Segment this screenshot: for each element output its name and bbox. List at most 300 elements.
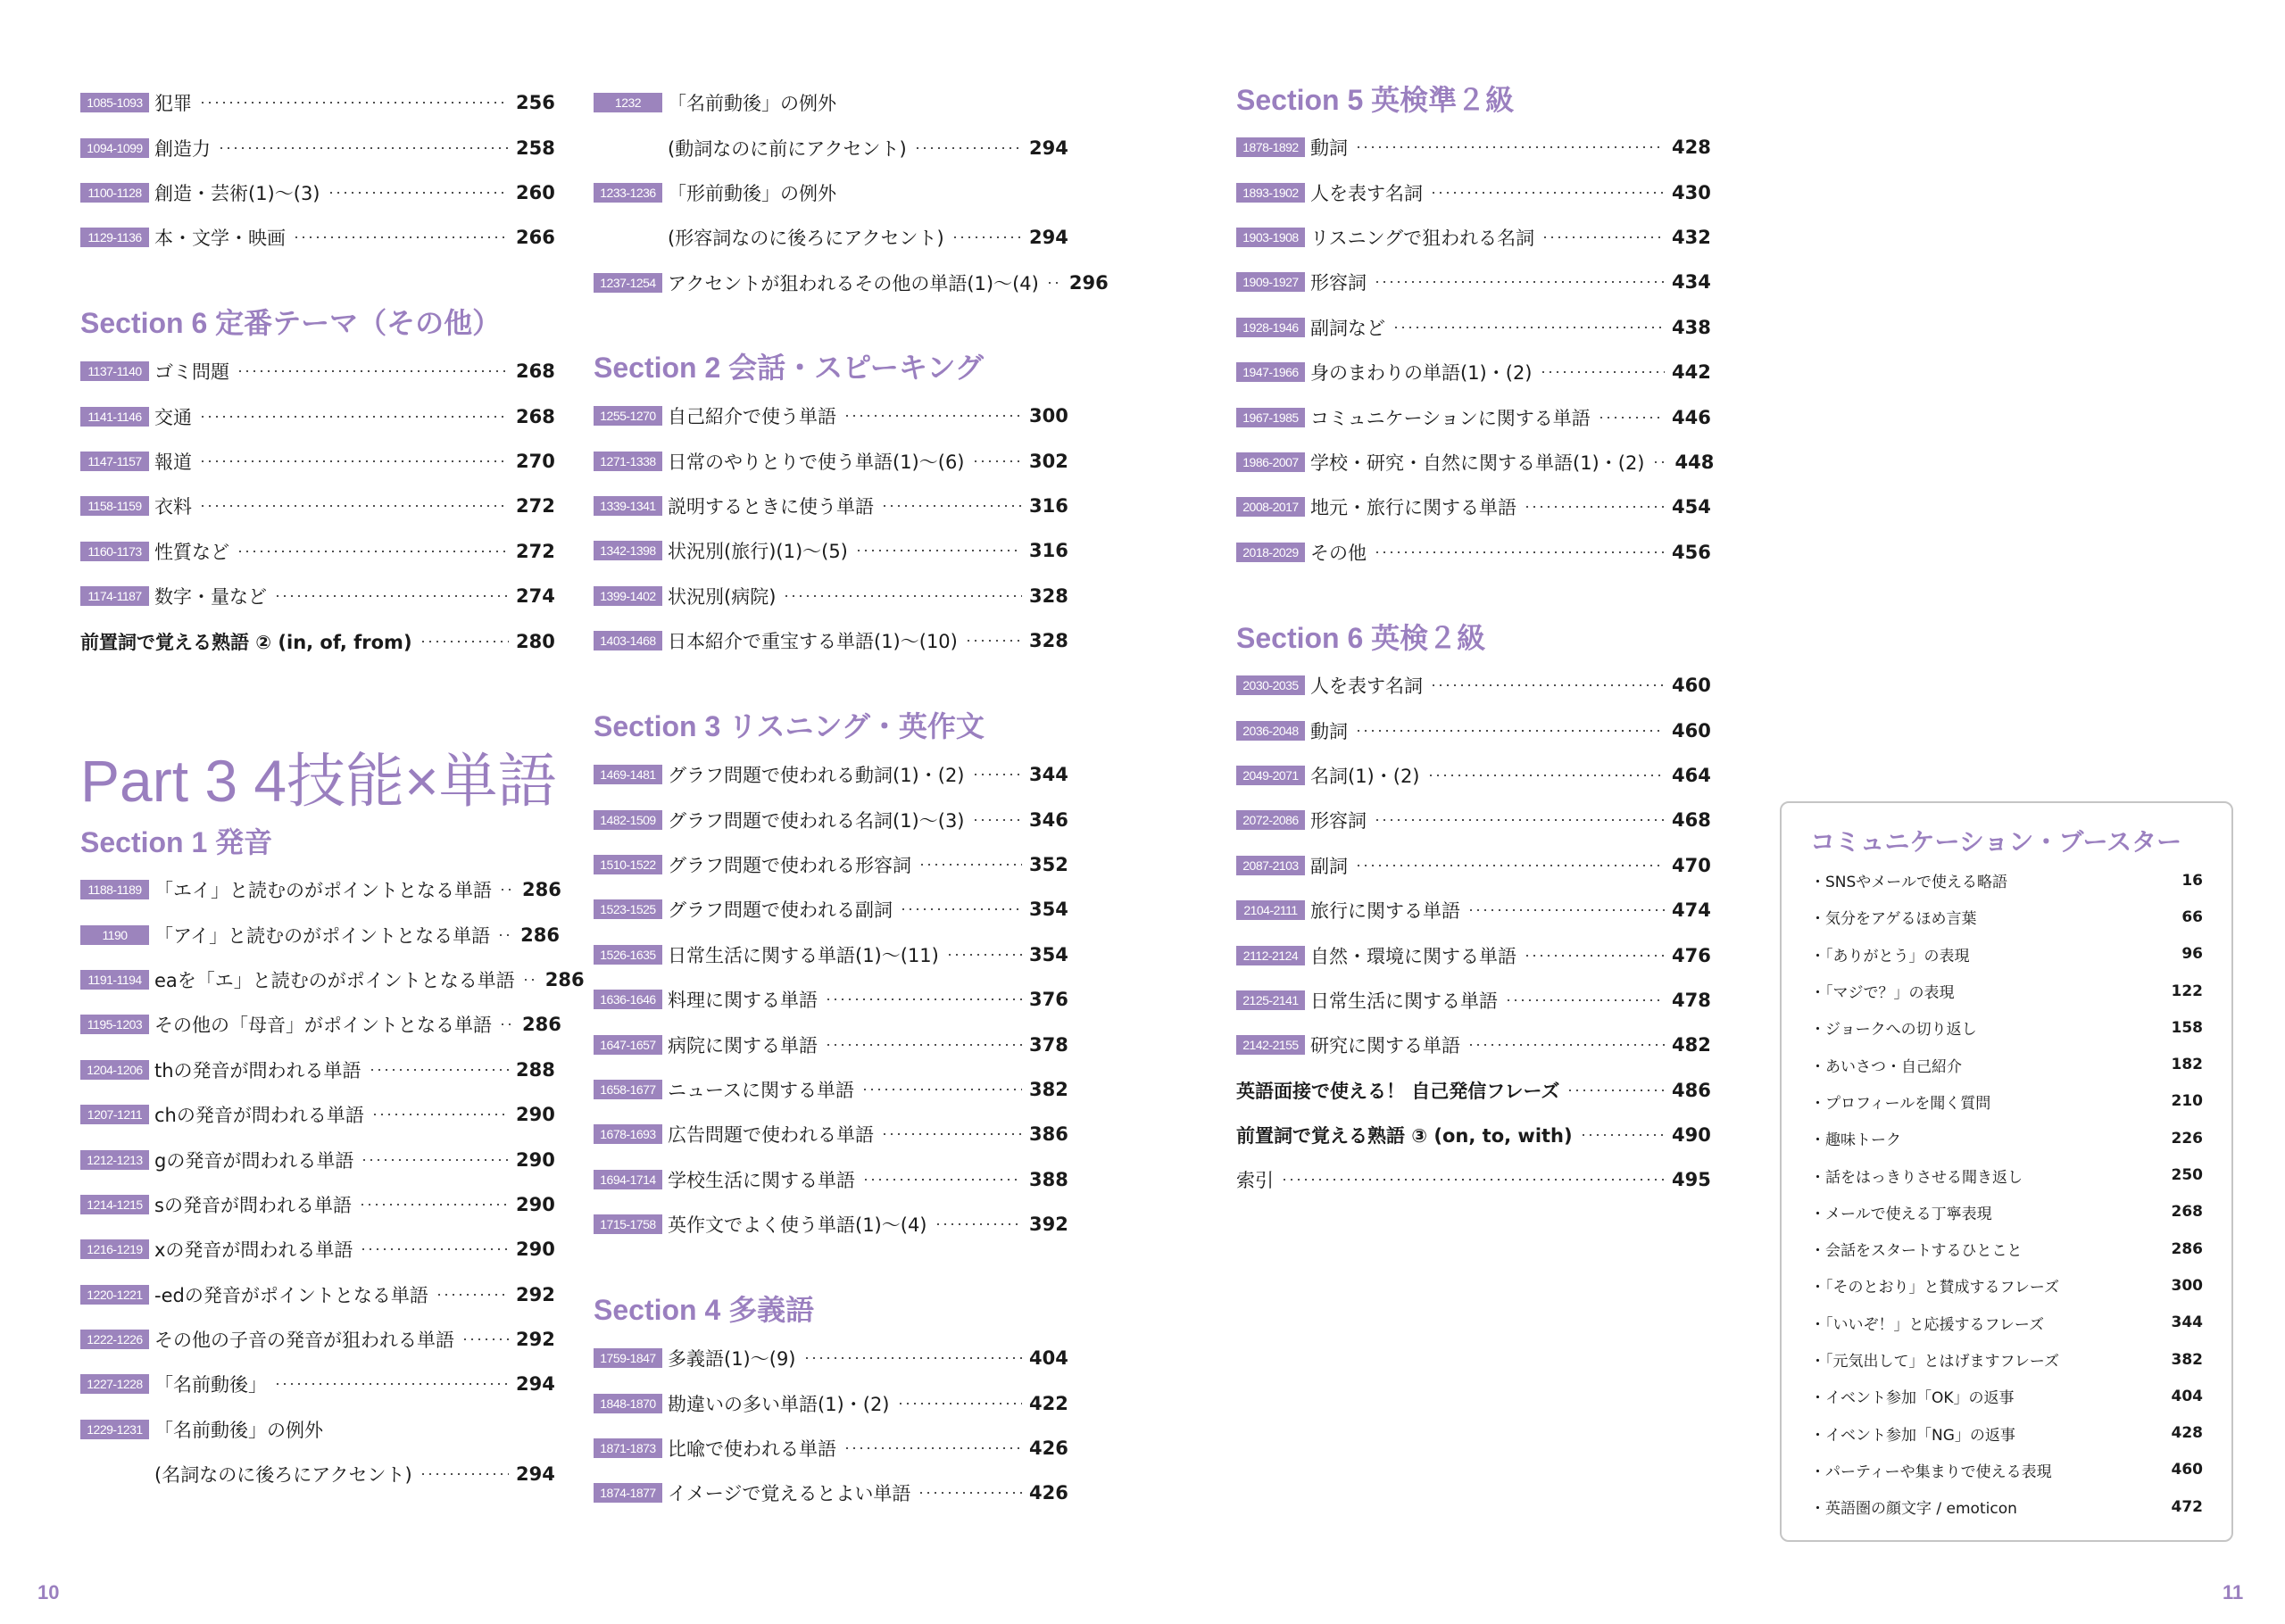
- entry-title: 名詞(1)・(2): [1310, 765, 1420, 787]
- entry-title: その他の「母音」がポイントとなる単語: [154, 1015, 492, 1037]
- toc-entry: [594, 125, 1067, 170]
- entry-number-range: 2072-2086: [1236, 810, 1305, 830]
- entry-title: 前置詞で覚える熟語 ② (in, of, from): [80, 631, 412, 653]
- entry-number-range: 1160-1173: [80, 542, 149, 561]
- entry-number-range: 1232: [594, 93, 662, 112]
- entry-number-range: 1986-2007: [1236, 452, 1305, 472]
- entry-title: 学校生活に関する単語: [668, 1169, 855, 1191]
- toc-entry: [594, 170, 1067, 215]
- toc-entry: [1236, 1113, 1709, 1157]
- toc-entry: [594, 438, 1067, 483]
- dot-leader: [1580, 1134, 1665, 1136]
- booster-entry-title: ・プロフィールを聞く質問: [1810, 1094, 1991, 1113]
- entry-page-number: 302: [1029, 450, 1068, 472]
- dot-leader: [1566, 1090, 1665, 1091]
- booster-entry: [1810, 1341, 2203, 1378]
- entry-number-range: 1947-1966: [1236, 362, 1305, 382]
- entry-page-number: 344: [1029, 764, 1068, 786]
- dot-leader: [1355, 730, 1665, 732]
- entry-number-range: 1222-1226: [80, 1330, 149, 1349]
- toc-entry: [1236, 1068, 1709, 1113]
- entry-title: 性質など: [154, 541, 229, 563]
- toc-entry: [80, 1227, 553, 1272]
- entry-number-range: 1871-1873: [594, 1438, 662, 1458]
- entry-page-number: 482: [1672, 1034, 1711, 1056]
- entry-number-range: 1848-1870: [594, 1394, 662, 1413]
- entry-title: 衣料: [154, 496, 192, 518]
- entry-title: 「名前動後」の例外: [668, 93, 836, 115]
- entry-number-range: 1715-1758: [594, 1214, 662, 1234]
- dot-leader: [199, 416, 509, 418]
- booster-entry-page: 300: [2171, 1276, 2203, 1295]
- entry-number-range: 1233-1236: [594, 183, 662, 203]
- entry-number-range: 1482-1509: [594, 810, 662, 830]
- dot-leader: [1467, 1044, 1665, 1046]
- dot-leader: [461, 1338, 509, 1340]
- entry-number-range: 1271-1338: [594, 452, 662, 471]
- booster-entry-title: ・イベント参加「NG」の返事: [1810, 1426, 2015, 1445]
- entry-number-range: 1174-1187: [80, 586, 149, 606]
- toc-entry: [594, 1471, 1067, 1515]
- entry-number-range: 2104-2111: [1236, 900, 1305, 920]
- booster-entry: [1810, 1267, 2203, 1304]
- toc-list: [80, 349, 553, 664]
- entry-title: 身のまわりの単語(1)・(2): [1310, 362, 1533, 385]
- entry-page-number: 386: [1029, 1123, 1068, 1146]
- dot-leader: [199, 102, 509, 104]
- entry-page-number: 404: [1029, 1347, 1068, 1370]
- booster-entry-title: ・ジョークへの切り返し: [1810, 1021, 1977, 1040]
- entry-number-range: 1526-1635: [594, 945, 662, 965]
- entry-page-number: 438: [1672, 316, 1711, 338]
- entry-title: 副詞など: [1310, 317, 1385, 339]
- entry-page-number: 434: [1672, 271, 1711, 294]
- entry-title: 比喩で使われる単語: [668, 1438, 836, 1460]
- entry-number-range: 1658-1677: [594, 1080, 662, 1099]
- booster-entry-page: 66: [2181, 907, 2203, 926]
- entry-title: 副詞: [1310, 855, 1348, 877]
- communication-booster-box: [1780, 801, 2233, 1542]
- entry-page-number: 294: [516, 1373, 555, 1396]
- dot-leader: [499, 889, 515, 891]
- entry-title: 英作文でよく使う単語(1)～(4): [668, 1214, 927, 1237]
- toc-entry: [1236, 394, 1709, 439]
- toc-entry: [80, 1048, 553, 1092]
- entry-number-range: 1190: [80, 925, 149, 945]
- dot-leader: [237, 551, 509, 552]
- dot-leader: [1392, 327, 1665, 328]
- toc-entry: [594, 842, 1067, 887]
- entry-title: (動詞なのに前にアクセント): [668, 137, 907, 160]
- booster-entry-page: 344: [2171, 1313, 2203, 1332]
- entry-title: 研究に関する単語: [1310, 1035, 1460, 1057]
- entry-page-number: 448: [1674, 451, 1715, 473]
- dot-leader: [293, 236, 509, 238]
- entry-title: 交通: [154, 406, 192, 428]
- dot-leader: [965, 640, 1022, 642]
- dot-leader: [360, 1248, 509, 1250]
- dot-leader: [237, 370, 509, 372]
- toc-list: [1236, 125, 1715, 575]
- entry-title: 人を表す名詞: [1310, 675, 1423, 698]
- entry-page-number: 346: [1029, 808, 1068, 831]
- toc-entry: [1236, 708, 1709, 752]
- entry-page-number: 294: [1029, 227, 1068, 249]
- entry-number-range: 1158-1159: [80, 496, 149, 516]
- dot-leader: [825, 998, 1022, 1000]
- dot-leader: [1505, 999, 1665, 1001]
- entry-page-number: 388: [1029, 1168, 1068, 1190]
- toc-entry: [80, 867, 561, 912]
- booster-entry-page: 210: [2171, 1092, 2203, 1111]
- dot-leader: [328, 192, 510, 194]
- entry-number-range: 2018-2029: [1236, 543, 1305, 562]
- entry-number-range: 2049-2071: [1236, 766, 1305, 785]
- toc-entry: [1236, 530, 1709, 575]
- toc-entry: [80, 1002, 561, 1047]
- dot-leader: [1427, 775, 1666, 776]
- entry-page-number: 290: [516, 1104, 555, 1126]
- entry-page-number: 268: [516, 405, 555, 427]
- booster-entry-page: 472: [2171, 1497, 2203, 1516]
- dot-leader: [881, 505, 1022, 507]
- entry-page-number: 378: [1029, 1033, 1068, 1056]
- entry-page-number: 468: [1672, 809, 1711, 832]
- booster-entry-title: ・気分をアゲるほめ言葉: [1810, 910, 1977, 929]
- toc-entry: [594, 932, 1067, 977]
- booster-entry: [1810, 1009, 2203, 1046]
- entry-page-number: 428: [1672, 137, 1711, 159]
- booster-entry-page: 250: [2171, 1166, 2203, 1185]
- entry-page-number: 354: [1029, 899, 1068, 921]
- entry-page-number: 316: [1029, 540, 1068, 562]
- entry-title: 犯罪: [154, 93, 192, 115]
- booster-entry-title: ・メールで使える丁寧表現: [1810, 1205, 1992, 1223]
- entry-number-range: 1874-1877: [594, 1483, 662, 1503]
- entry-page-number: 272: [516, 540, 555, 562]
- entry-title: gの発音が問われる単語: [154, 1149, 354, 1172]
- entry-title: 状況別(旅行)(1)～(5): [668, 541, 848, 563]
- entry-number-range: 1878-1892: [1236, 137, 1305, 157]
- entry-title: イメージで覚えるとよい単語: [668, 1483, 911, 1505]
- booster-entry-page: 268: [2171, 1203, 2203, 1222]
- dot-leader: [843, 1447, 1022, 1449]
- entry-number-range: 1399-1402: [594, 586, 662, 606]
- part-title: Part 3 4技能×単語: [80, 748, 557, 814]
- entry-page-number: 460: [1672, 719, 1711, 742]
- entry-number-range: 1204-1206: [80, 1060, 149, 1080]
- entry-page-number: 426: [1029, 1482, 1068, 1504]
- dot-leader: [1355, 146, 1665, 148]
- section-heading: Section 1 発音: [80, 826, 273, 858]
- toc-entry: [1236, 215, 1709, 260]
- entry-page-number: 270: [516, 450, 555, 472]
- entry-number-range: 1510-1522: [594, 855, 662, 874]
- entry-title: 日本紹介で重宝する単語(1)～(10): [668, 631, 958, 653]
- toc-list: [594, 1336, 1067, 1516]
- dot-leader: [951, 236, 1022, 238]
- entry-page-number: 256: [516, 92, 555, 114]
- toc-entry: [80, 215, 553, 260]
- entry-page-number: 294: [1029, 137, 1068, 159]
- entry-title: 病院に関する単語: [668, 1034, 818, 1056]
- entry-page-number: 460: [1672, 675, 1711, 697]
- entry-title: 日常生活に関する単語: [1310, 990, 1498, 1012]
- toc-entry: [80, 1452, 553, 1496]
- entry-page-number: 426: [1029, 1437, 1068, 1459]
- entry-title: 料理に関する単語: [668, 990, 818, 1012]
- booster-entry-title: ・あいさつ・自己紹介: [1810, 1057, 1962, 1076]
- dot-leader: [1430, 684, 1665, 686]
- entry-title: 「名前動後」の例外: [154, 1419, 323, 1441]
- entry-page-number: 274: [516, 585, 555, 608]
- booster-entry-title: ・「元気出して」とはげますフレーズ: [1810, 1353, 2059, 1371]
- entry-page-number: 354: [1029, 943, 1068, 965]
- toc-entry: [1236, 888, 1709, 932]
- toc-entry: [594, 797, 1067, 841]
- entry-page-number: 286: [520, 924, 560, 946]
- entry-number-range: 1220-1221: [80, 1285, 149, 1305]
- toc-entry: [80, 618, 553, 663]
- toc-list: [80, 867, 585, 1496]
- toc-entry: [80, 394, 553, 438]
- dot-leader: [1541, 236, 1665, 238]
- booster-entry: [1810, 1046, 2203, 1082]
- dot-leader: [1355, 865, 1665, 866]
- entry-title: 学校・研究・自然に関する単語(1)・(2): [1310, 452, 1645, 474]
- toc-entry: [594, 618, 1067, 663]
- entry-number-range: 2125-2141: [1236, 990, 1305, 1010]
- entry-number-range: 1403-1468: [594, 631, 662, 650]
- entry-title: グラフ問題で使われる動詞(1)・(2): [668, 765, 965, 787]
- entry-page-number: 474: [1672, 899, 1711, 922]
- section-heading: Section 2 会話・スピーキング: [594, 352, 984, 384]
- dot-leader: [361, 1159, 509, 1161]
- entry-number-range: 1678-1693: [594, 1124, 662, 1144]
- toc-entry: [594, 1202, 1067, 1247]
- toc-entry: [594, 1157, 1067, 1202]
- dot-leader: [1374, 551, 1665, 553]
- entry-page-number: 464: [1672, 764, 1711, 786]
- section-heading: Section 5 英検準２級: [1236, 84, 1515, 116]
- toc-entry: [594, 1426, 1067, 1471]
- dot-leader: [420, 641, 509, 642]
- entry-number-range: 1229-1231: [80, 1420, 149, 1439]
- toc-entry: [80, 957, 585, 1002]
- toc-entry: [80, 484, 553, 528]
- entry-number-range: 1909-1927: [1236, 272, 1305, 292]
- entry-number-range: 1216-1219: [80, 1239, 149, 1259]
- booster-entry-page: 182: [2171, 1056, 2203, 1074]
- toc-entry: [594, 1336, 1067, 1380]
- toc-entry: [1236, 932, 1709, 977]
- entry-page-number: 294: [516, 1463, 555, 1486]
- entry-title: その他の子音の発音が狙われる単語: [154, 1330, 454, 1352]
- entry-page-number: 470: [1672, 854, 1711, 876]
- entry-page-number: 316: [1029, 494, 1068, 517]
- booster-entry-page: 16: [2181, 871, 2203, 890]
- entry-number-range: 1227-1228: [80, 1374, 149, 1394]
- entry-title: 創造・芸術(1)～(3): [154, 182, 320, 204]
- entry-number-range: 1342-1398: [594, 541, 662, 560]
- entry-title: eaを「エ」と読むのがポイントとなる単語: [154, 969, 515, 991]
- entry-page-number: 478: [1672, 989, 1711, 1011]
- entry-title: 数字・量など: [154, 586, 267, 609]
- entry-page-number: 454: [1672, 496, 1711, 518]
- toc-entry: [1236, 260, 1709, 304]
- entry-title: グラフ問題で使われる形容詞: [668, 854, 911, 876]
- dot-leader: [783, 595, 1022, 597]
- toc-entry: [80, 349, 553, 394]
- entry-title: 広告問題で使われる単語: [668, 1124, 874, 1147]
- entry-number-range: 1339-1341: [594, 496, 662, 516]
- booster-entry: [1810, 1230, 2203, 1267]
- dot-leader: [522, 979, 538, 981]
- booster-entry-page: 404: [2171, 1387, 2203, 1405]
- entry-title: 「アイ」と読むのがポイントとなる単語: [154, 924, 491, 947]
- dot-leader: [862, 1179, 1022, 1181]
- entry-title: 創造力: [154, 137, 211, 160]
- toc-entry: [80, 1137, 553, 1181]
- entry-page-number: 272: [516, 495, 555, 518]
- toc-entry: [1236, 798, 1709, 842]
- booster-entry: [1810, 1414, 2203, 1451]
- entry-page-number: 266: [516, 227, 555, 249]
- dot-leader: [199, 460, 509, 462]
- entry-number-range: 2112-2124: [1236, 946, 1305, 965]
- entry-title: グラフ問題で使われる副詞: [668, 899, 893, 922]
- entry-title: 「エイ」と読むのがポイントとなる単語: [154, 880, 492, 902]
- dot-leader: [825, 1044, 1022, 1046]
- entry-number-range: 1694-1714: [594, 1170, 662, 1189]
- dot-leader: [1467, 909, 1665, 911]
- section-heading: Section 4 多義語: [594, 1294, 815, 1326]
- booster-entry-title: ・「そのとおり」と賛成するフレーズ: [1810, 1279, 2059, 1297]
- entry-page-number: 392: [1029, 1214, 1068, 1236]
- booster-entry-page: 460: [2171, 1461, 2203, 1479]
- entry-page-number: 352: [1029, 853, 1068, 875]
- dot-leader: [274, 595, 509, 597]
- entry-number-range: 2030-2035: [1236, 675, 1305, 695]
- entry-number-range: 1928-1946: [1236, 318, 1305, 337]
- booster-entry-title: ・「いいぞ！」と応援するフレーズ: [1810, 1315, 2044, 1334]
- dot-leader: [881, 1133, 1022, 1135]
- section-heading: Section 6 英検２級: [1236, 622, 1486, 654]
- dot-leader: [1374, 281, 1665, 283]
- entry-number-range: 2087-2103: [1236, 856, 1305, 875]
- booster-title: コミュニケーション・ブースター: [1810, 827, 2182, 857]
- entry-number-range: 1255-1270: [594, 406, 662, 426]
- booster-entry-title: ・英語圏の顔文字 / emoticon: [1810, 1500, 2017, 1519]
- booster-entry-page: 122: [2171, 982, 2203, 1000]
- booster-entry: [1810, 1156, 2203, 1193]
- dot-leader: [218, 147, 509, 149]
- entry-page-number: 442: [1672, 361, 1711, 384]
- toc-entry: [594, 752, 1067, 797]
- entry-page-number: 290: [516, 1239, 555, 1261]
- entry-title: 状況別(病院): [668, 585, 777, 608]
- entry-title: 索引: [1236, 1170, 1274, 1192]
- entry-number-range: 1137-1140: [80, 361, 149, 381]
- dot-leader: [1652, 461, 1668, 463]
- entry-number-range: 1893-1902: [1236, 183, 1305, 203]
- dot-leader: [1374, 819, 1665, 821]
- booster-entry-title: ・会話をスタートするひとこと: [1810, 1242, 2023, 1261]
- entry-number-range: 1207-1211: [80, 1105, 149, 1124]
- toc-entry: [1236, 1023, 1709, 1067]
- entry-number-range: 1523-1525: [594, 899, 662, 919]
- entry-title: 自己紹介で使う単語: [668, 406, 836, 428]
- entry-page-number: 258: [516, 137, 555, 159]
- booster-entry-title: ・「ありがとう」の表現: [1810, 947, 1970, 965]
- toc-entry: [594, 484, 1067, 528]
- booster-entry: [1810, 1083, 2203, 1120]
- entry-page-number: 260: [516, 181, 555, 203]
- entry-title: 形容詞: [1310, 810, 1367, 833]
- toc-entry: [1236, 440, 1715, 485]
- toc-entry: [1236, 1157, 1709, 1202]
- entry-title: ニュースに関する単語: [668, 1079, 854, 1101]
- entry-page-number: 490: [1672, 1124, 1711, 1147]
- entry-title: 旅行に関する単語: [1310, 900, 1460, 923]
- entry-number-range: 1191-1194: [80, 970, 149, 990]
- entry-page-number: 286: [522, 879, 561, 901]
- entry-title: (形容詞なのに後ろにアクセント): [668, 228, 944, 250]
- page-number-right: 11: [2223, 1581, 2244, 1603]
- entry-title: 動詞: [1310, 137, 1348, 160]
- dot-leader: [274, 1383, 509, 1385]
- entry-number-range: 2036-2048: [1236, 721, 1305, 741]
- booster-entry: [1810, 1120, 2203, 1156]
- toc-entry: [1236, 753, 1709, 798]
- toc-entry: [80, 1182, 553, 1227]
- entry-title: 前置詞で覚える熟語 ③ (on, to, with): [1236, 1125, 1573, 1148]
- entry-page-number: 456: [1672, 541, 1711, 563]
- entry-title: リスニングで狙われる名詞: [1310, 227, 1535, 249]
- dot-leader: [1524, 506, 1665, 508]
- toc-entry: [594, 1022, 1067, 1066]
- dot-leader: [1524, 955, 1665, 957]
- entry-number-range: 1647-1657: [594, 1035, 662, 1055]
- entry-page-number: 476: [1672, 944, 1711, 966]
- toc-entry: [594, 1067, 1067, 1112]
- toc-list: [80, 80, 553, 261]
- entry-page-number: 290: [516, 1193, 555, 1215]
- entry-number-range: 1195-1203: [80, 1015, 149, 1034]
- booster-entry: [1810, 862, 2203, 899]
- entry-page-number: 446: [1672, 406, 1711, 428]
- toc-entry: [594, 977, 1067, 1022]
- entry-number-range: 1188-1189: [80, 880, 149, 899]
- entry-title: 自然・環境に関する単語: [1310, 945, 1516, 967]
- booster-entry: [1810, 973, 2203, 1009]
- booster-entry-page: 226: [2171, 1129, 2203, 1148]
- entry-page-number: 328: [1029, 584, 1068, 607]
- entry-title: 日常のやりとりで使う単語(1)～(6): [668, 451, 965, 473]
- toc-entry: [80, 1272, 553, 1317]
- dot-leader: [897, 1403, 1023, 1404]
- entry-number-range: 1094-1099: [80, 138, 149, 158]
- toc-entry: [1236, 125, 1709, 170]
- entry-title: 本・文学・映画: [154, 228, 286, 250]
- section-heading: Section 6 定番テーマ（その他）: [80, 307, 502, 339]
- dot-leader: [497, 934, 513, 936]
- entry-title: 英語面接で使える！ 自己発信フレーズ: [1236, 1080, 1560, 1102]
- entry-title: その他: [1310, 542, 1367, 564]
- toc-list: [594, 394, 1067, 663]
- entry-number-range: 1100-1128: [80, 183, 149, 203]
- toc-entry: [594, 215, 1067, 260]
